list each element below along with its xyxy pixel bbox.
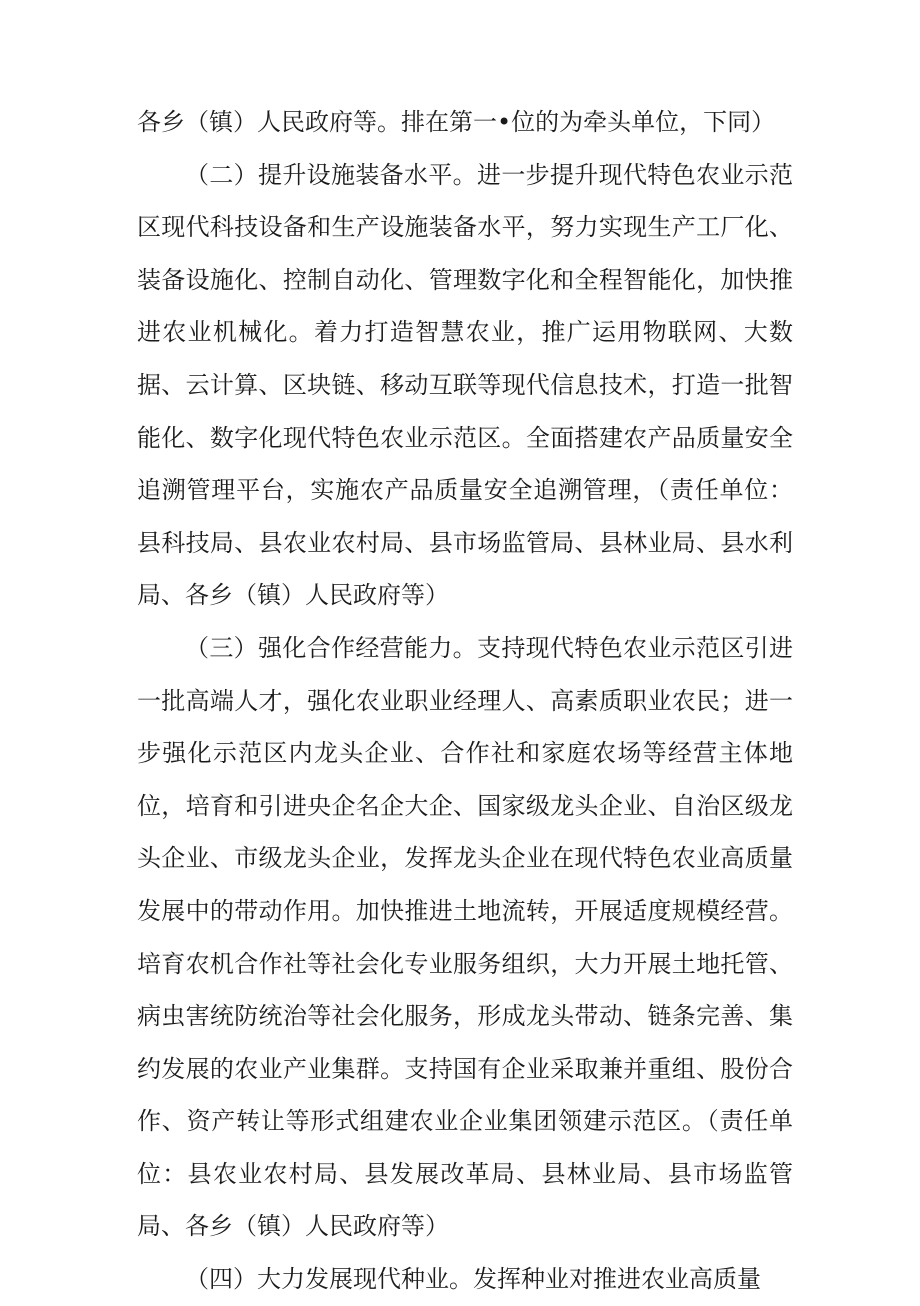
paragraph-section-4: （四）大力发展现代种业。发挥种业对推进农业高质量 [185,1265,761,1294]
document-body [137,96,793,1306]
paragraph-section-2: （二）提升设施装备水平。进一步提升现代特色农业示范区现代科技设备和生产设施装备水平，努力实现生产工厂化、装备设施化、控制自动化、管理数字化和全程智能化，加快推进农业机械化。着力打造智慧农业，推广运用物联网、大数据、云计算、区块链、移动互联等现代信息技术，打造一批智能化、数字化现代特色农业示范区。全面搭建农产品质量安全追溯管理平台，实施农产品质量安全追溯管理，（责任单位：县科技局、县农业农村局、县市场监管局、县林业局、县水利局、各乡（镇）人民政府等） [137,160,793,610]
paragraph-continuation: 各乡（镇）人民政府等。排在第一•位的为牵头单位，下同） [137,108,776,136]
paragraph-section-3: （三）强化合作经营能力。支持现代特色农业示范区引进一批高端人才，强化农业职业经理人、高素质职业农民；进一步强化示范区内龙头企业、合作社和家庭农场等经营主体地位，培育和引进央企名企大企、国家级龙头企业、自治区级龙头企业、市级龙头企业，发挥龙头企业在现代特色农业高质量发展中的带动作用。加快推进土地流转，开展适度规模经营。培育农机合作社等社会化专业服务组织，大力开展土地托管、病虫害统防统治等社会化服务，形成龙头带动、链条完善、集约发展的农业产业集群。支持国有企业采取兼并重组、股份合作、资产转让等形式组建农业企业集团领建示范区。（责任单位：县农业农村局、县发展改革局、县林业局、县市场监管局、各乡（镇）人民政府等） [137,633,793,1241]
